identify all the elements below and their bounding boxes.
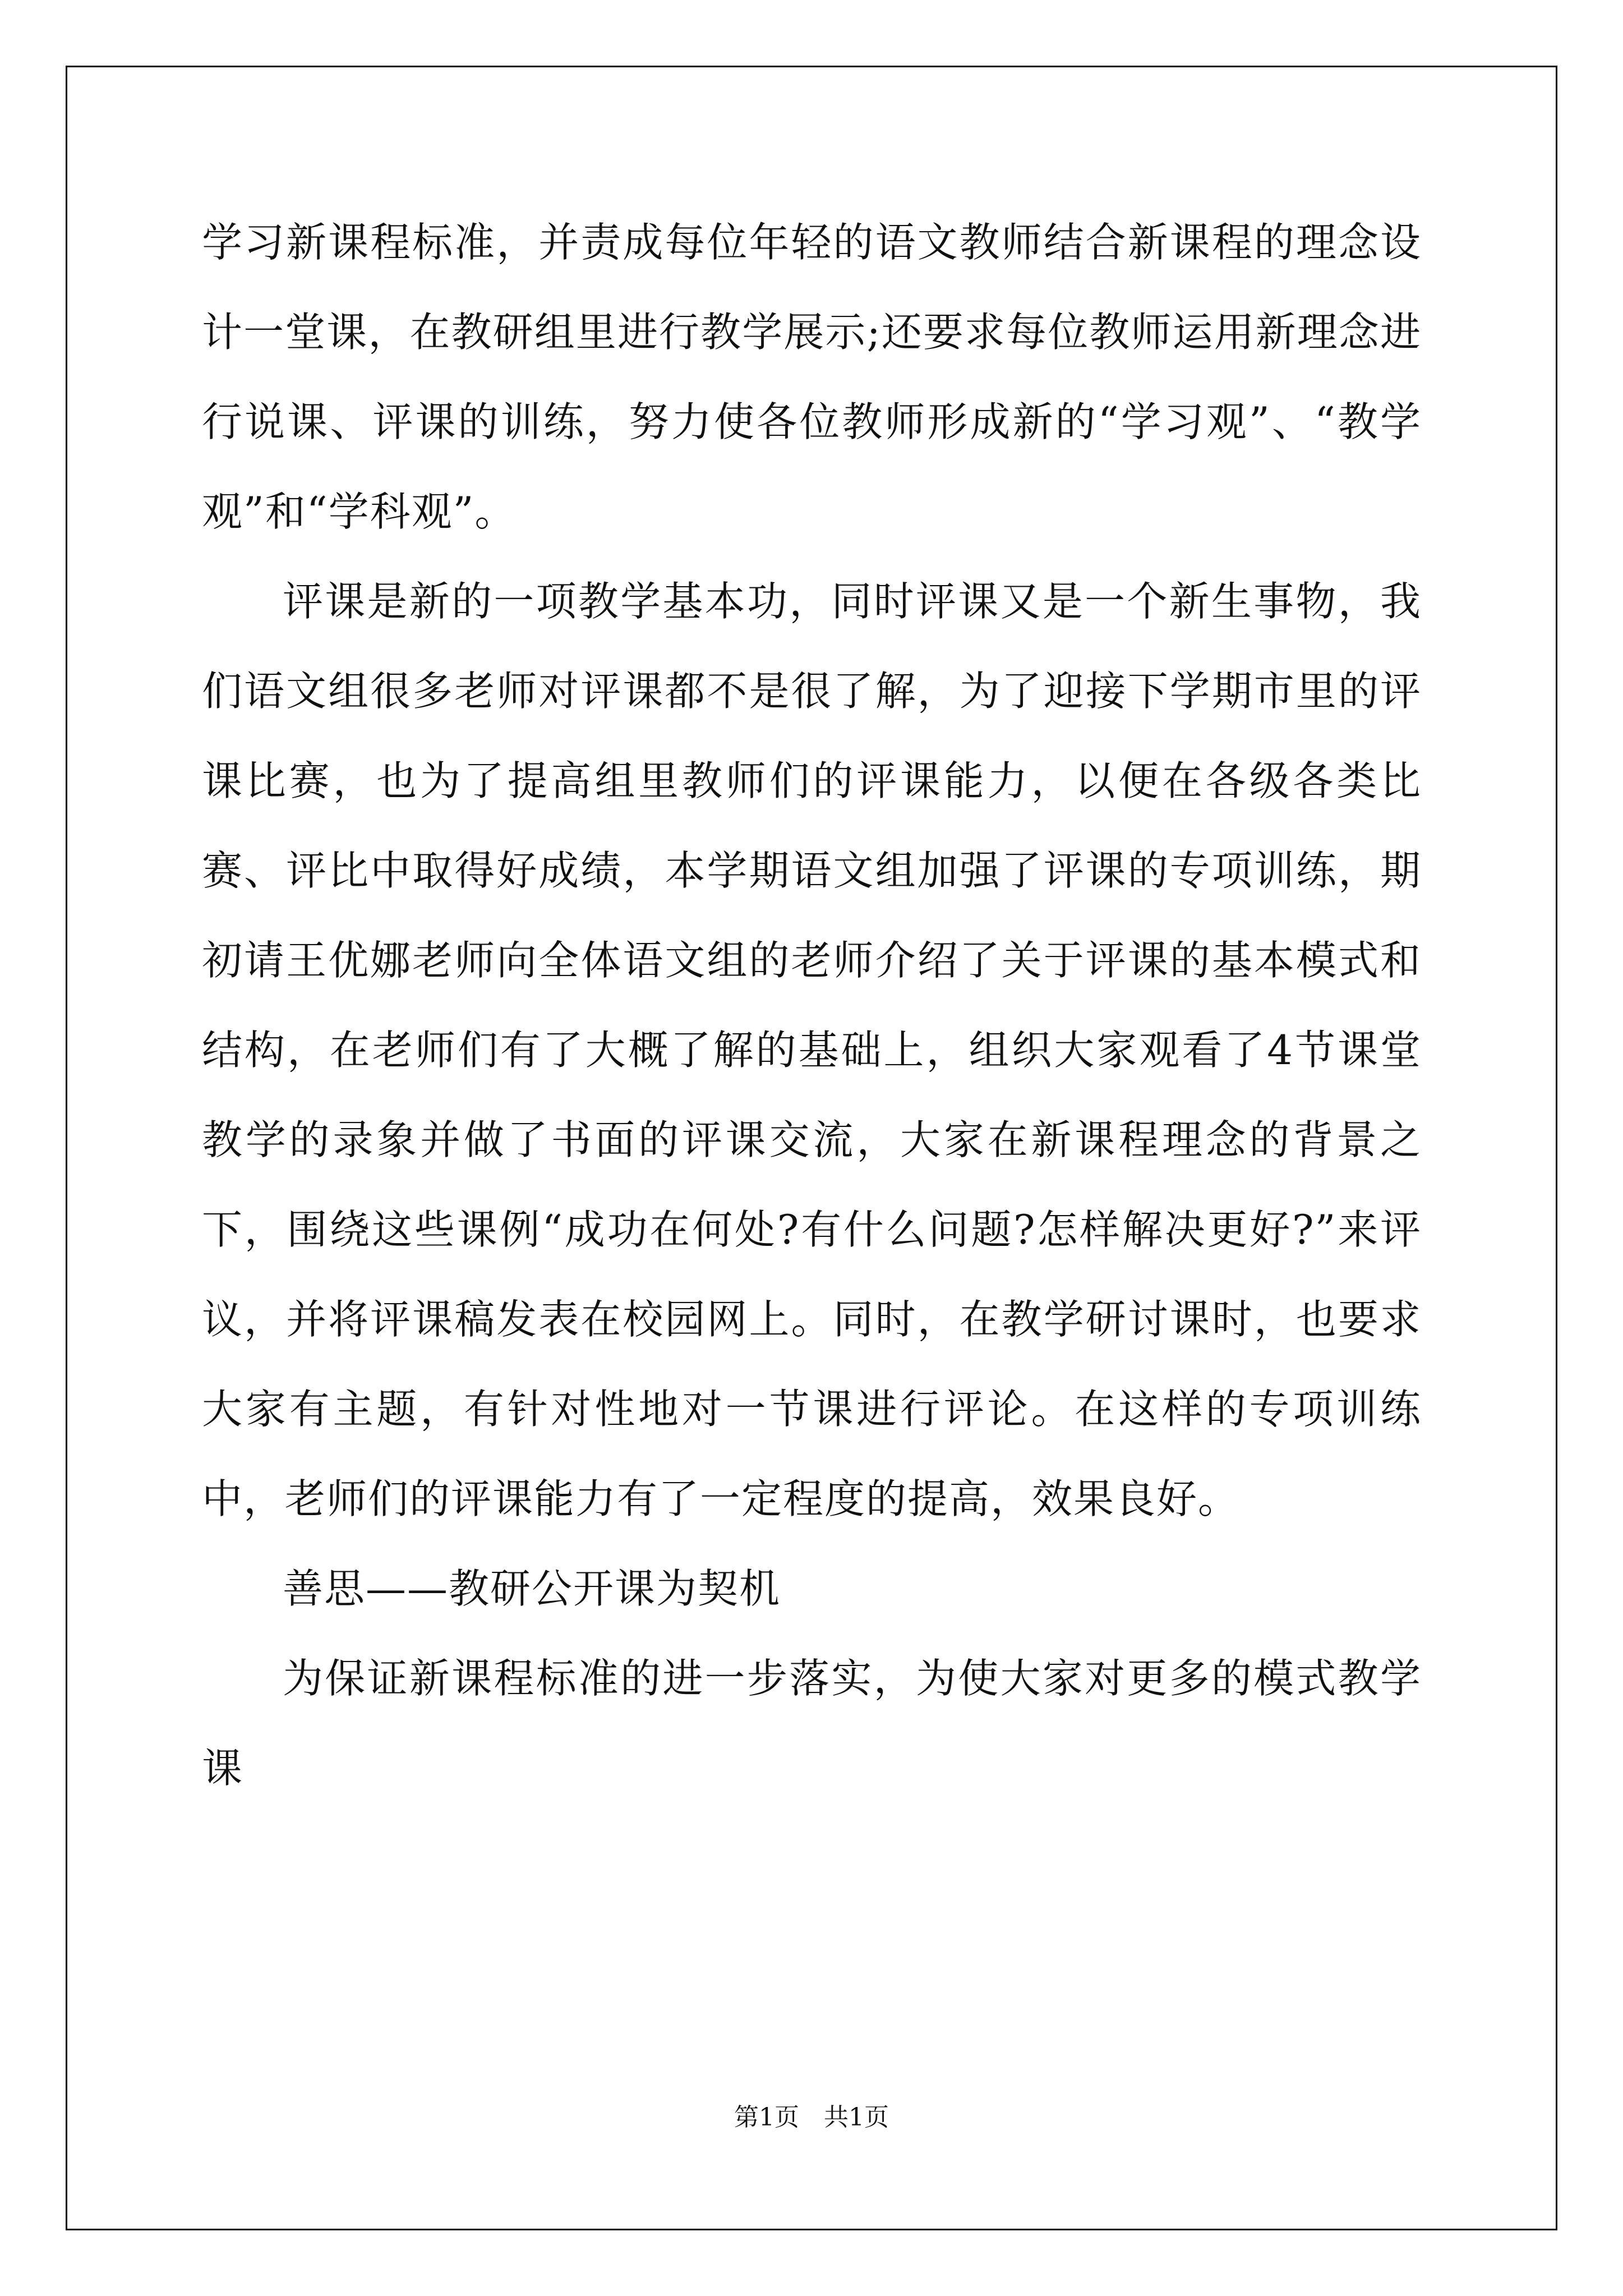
section-heading: 善思——教研公开课为契机 [283, 1565, 781, 1612]
document-body [202, 197, 1422, 1813]
paragraph-1: 学习新课程标准，并责成每位年轻的语文教师结合新课程的理念设计一堂课，在教研组里进行教学展示;还要求每位教师运用新理念进行说课、评课的训练，努力使各位教师形成新的“学习观”、“教学观”和“学科观”。 [202, 219, 1422, 535]
paragraph-3: 为保证新课程标准的进一步落实，为使大家对更多的模式教学课 [202, 1655, 1422, 1792]
page-footer: 第1页 共1页 [734, 2103, 889, 2132]
paragraph-2: 评课是新的一项教学基本功，同时评课又是一个新生事物，我们语文组很多老师对评课都不是很了解，为了迎接下学期市里的评课比赛，也为了提高组里教师们的评课能力，以便在各级各类比赛、评比中取得好成绩，本学期语文组加强了评课的专项训练，期初请王优娜老师向全体语文组的老师介绍了关于评课的基本模式和结构，在老师们有了大概了解的基础上，组织大家观看了4节课堂教学的录象并做了书面的评课交流，大家在新课程理念的背景之下，围绕这些课例“成功在何处?有什么问题?怎样解决更好?”来评议，并将评课稿发表在校园网上。同时，在教学研讨课时，也要求大家有主题，有针对性地对一节课进行评论。在这样的专项训练中，老师们的评课能力有了一定程度的提高，效果良好。 [202, 578, 1422, 1522]
